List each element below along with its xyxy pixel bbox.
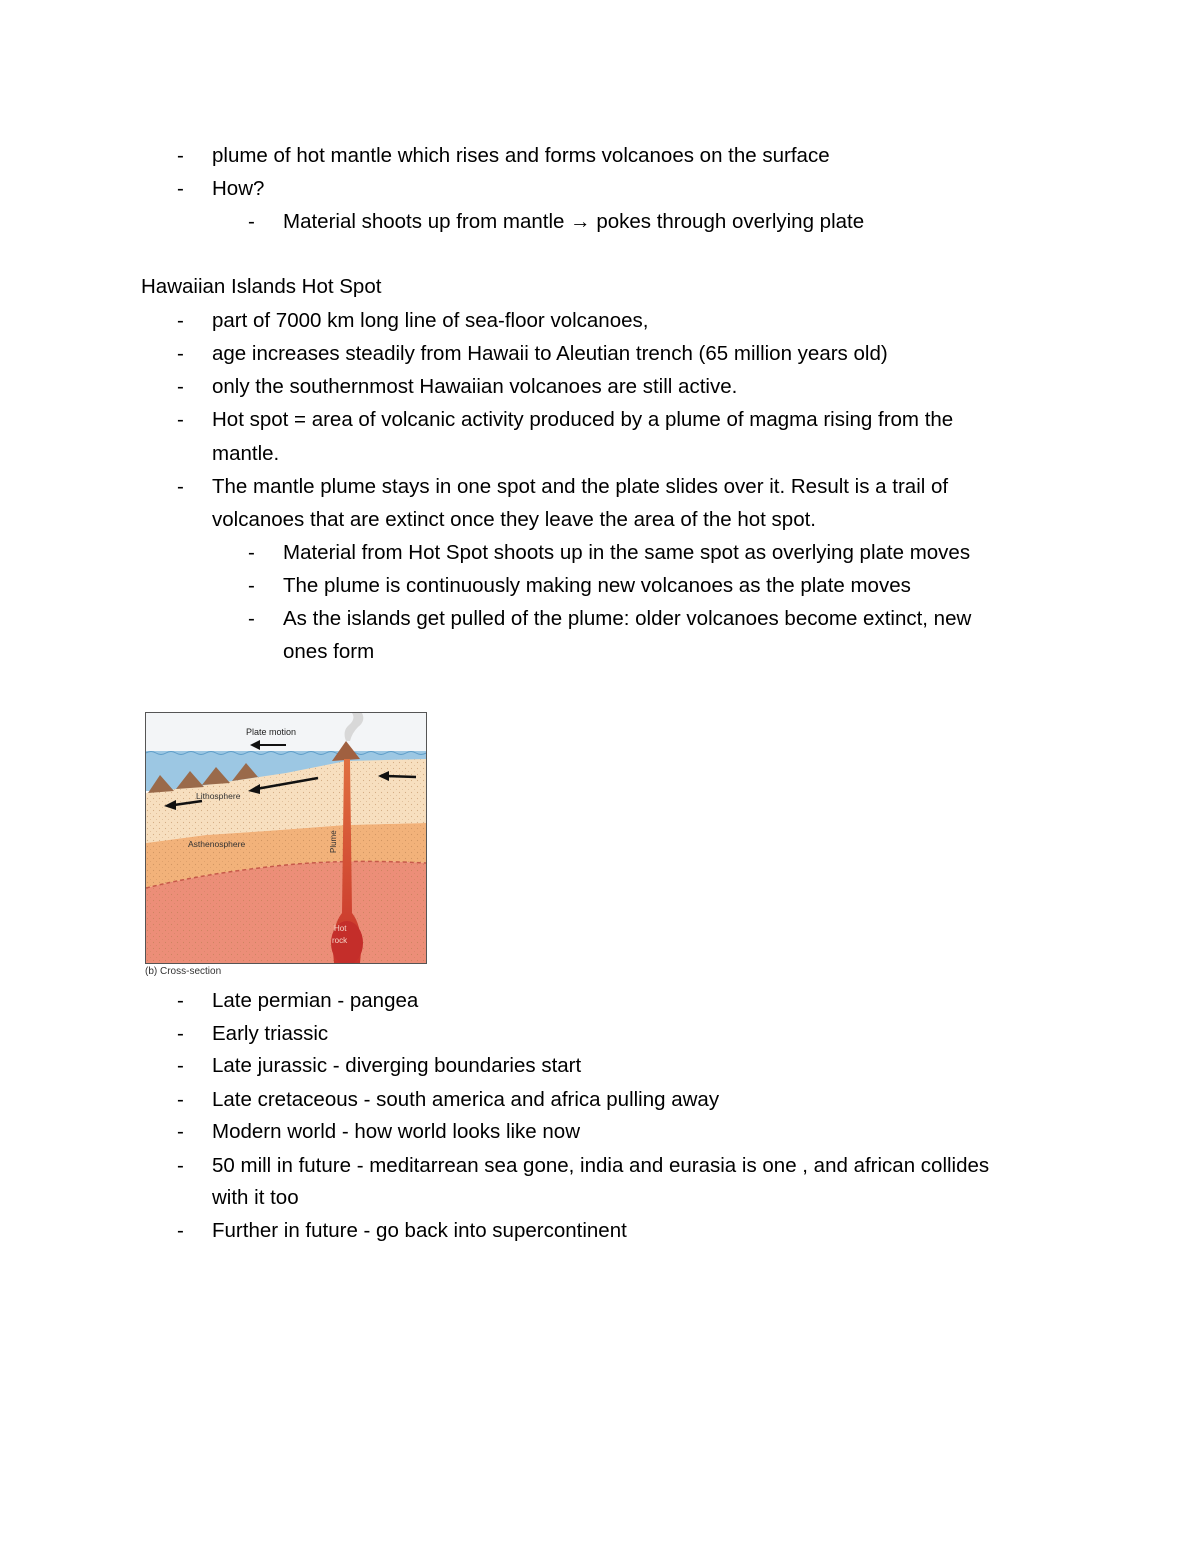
bullet-dash: - xyxy=(177,408,184,431)
plate-motion-label: Plate motion xyxy=(246,727,297,737)
hotspot-cross-section-figure xyxy=(145,712,427,964)
figure-caption: (b) Cross-section xyxy=(145,966,222,977)
bullet-dash: - xyxy=(177,1022,184,1045)
bullet-dash: - xyxy=(177,342,184,365)
timeline-item-continued: with it too xyxy=(212,1186,299,1209)
bullet-dash: - xyxy=(177,1088,184,1111)
bullet-text: How? xyxy=(212,177,265,200)
sub-bullet-text: Material from Hot Spot shoots up in the same spot as overlying plate moves xyxy=(283,541,971,564)
sub-bullet-dash: - xyxy=(248,607,255,630)
bullet-text: Hot spot = area of volcanic activity produced by a plume of magma rising from the xyxy=(212,408,954,431)
bullet-dash: - xyxy=(177,475,184,498)
bullet-dash: - xyxy=(177,144,184,167)
sub-bullet-text: As the islands get pulled of the plume: older volcanoes become extinct, new xyxy=(283,607,972,630)
sub-bullet-text: Material shoots up from mantle → pokes through overlying plate xyxy=(283,210,865,233)
plume-label: Plume xyxy=(329,830,338,853)
asthenosphere-label: Asthenosphere xyxy=(188,839,246,849)
bullet-text-continued: mantle. xyxy=(212,442,280,465)
timeline-item: Late cretaceous - south america and africa pulling away xyxy=(212,1088,720,1111)
bullet-text-continued: volcanoes that are extinct once they leave the area of the hot spot. xyxy=(212,508,816,531)
bullet-dash: - xyxy=(177,375,184,398)
timeline-item: Late permian - pangea xyxy=(212,989,419,1012)
hot-label: Hot xyxy=(334,924,347,933)
timeline-item: Further in future - go back into supercontinent xyxy=(212,1219,627,1242)
rock-label: rock xyxy=(332,936,348,945)
bullet-text: part of 7000 km long line of sea-floor volcanoes, xyxy=(212,309,649,332)
sub-bullet-dash: - xyxy=(248,210,255,233)
bullet-dash: - xyxy=(177,1154,184,1177)
timeline-item: 50 mill in future - meditarrean sea gone, india and eurasia is one , and african collides xyxy=(212,1154,990,1177)
bullet-dash: - xyxy=(177,1120,184,1143)
bullet-text: age increases steadily from Hawaii to Aleutian trench (65 million years old) xyxy=(212,342,888,365)
lithosphere-label: Lithosphere xyxy=(196,791,241,801)
bullet-dash: - xyxy=(177,989,184,1012)
sub-bullet-dash: - xyxy=(248,574,255,597)
bullet-text: The mantle plume stays in one spot and the plate slides over it. Result is a trail of xyxy=(212,475,949,498)
sub-bullet-text-continued: ones form xyxy=(283,640,375,663)
section-heading: Hawaiian Islands Hot Spot xyxy=(141,275,382,298)
timeline-item: Modern world - how world looks like now xyxy=(212,1120,581,1143)
sub-bullet-dash: - xyxy=(248,541,255,564)
bullet-text: only the southernmost Hawaiian volcanoes are still active. xyxy=(212,375,738,398)
sub-bullet-text: The plume is continuously making new volcanoes as the plate moves xyxy=(283,574,911,597)
timeline-item: Early triassic xyxy=(212,1022,329,1045)
bullet-dash: - xyxy=(177,1054,184,1077)
timeline-item: Late jurassic - diverging boundaries start xyxy=(212,1054,582,1077)
bullet-text: plume of hot mantle which rises and forms volcanoes on the surface xyxy=(212,144,830,167)
bullet-dash: - xyxy=(177,177,184,200)
bullet-dash: - xyxy=(177,1219,184,1242)
bullet-dash: - xyxy=(177,309,184,332)
